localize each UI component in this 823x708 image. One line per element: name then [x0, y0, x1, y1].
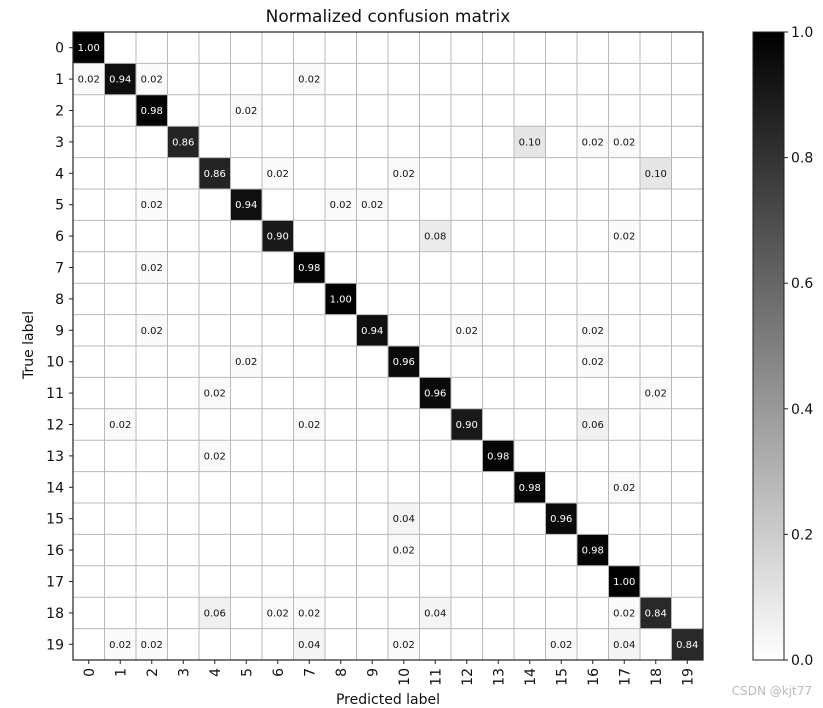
chart-title: Normalized confusion matrix [265, 7, 511, 27]
x-tick-label: 4 [207, 668, 224, 677]
colorbar-tick-label: 0.6 [791, 276, 814, 293]
cell-value-label: 0.02 [581, 357, 604, 369]
y-tick-label: 15 [46, 511, 64, 528]
cell-value-label: 0.02 [613, 608, 636, 620]
cell-value-label: 0.98 [487, 451, 510, 463]
cell-value-label: 0.02 [109, 420, 132, 431]
y-tick-label: 10 [46, 354, 64, 371]
cell-value-label: 0.02 [140, 263, 163, 274]
y-tick-label: 16 [46, 543, 64, 560]
cell-value-label: 0.06 [581, 420, 604, 431]
x-tick-label: 1 [113, 668, 130, 677]
cell-value-label: 0.98 [140, 106, 163, 117]
watermark: CSDN @kjt77 [731, 684, 812, 698]
y-tick-label: 17 [46, 574, 64, 591]
x-tick-label: 10 [396, 668, 413, 686]
colorbar-tick-label: 0.2 [791, 527, 814, 544]
x-tick-label: 7 [302, 668, 319, 677]
y-tick-label: 6 [55, 229, 64, 246]
cell-value-label: 0.96 [424, 388, 447, 400]
cell-value-label: 1.00 [613, 577, 636, 588]
x-tick-label: 13 [491, 668, 508, 686]
x-tick-label: 19 [680, 668, 697, 686]
cell-value-label: 0.98 [581, 545, 604, 557]
y-tick-label: 8 [55, 291, 64, 308]
y-tick-label: 2 [55, 103, 64, 120]
cell-value-label: 0.94 [109, 74, 132, 86]
cell-value-label: 0.02 [392, 168, 415, 180]
colorbar-tick-label: 0.8 [791, 150, 814, 167]
cell-value-label: 0.02 [140, 74, 163, 86]
y-tick-label: 4 [55, 166, 64, 183]
cell-value-label: 0.86 [203, 168, 226, 180]
y-tick-label: 13 [46, 448, 64, 465]
y-tick-label: 9 [55, 323, 64, 340]
cell-value-label: 0.98 [298, 263, 321, 274]
cell-value-label: 0.02 [392, 545, 415, 557]
cell-value-label: 0.84 [644, 608, 667, 620]
x-tick-label: 3 [176, 668, 193, 677]
y-tick-labels [46, 41, 73, 654]
y-tick-label: 3 [55, 134, 64, 151]
y-tick-label: 18 [46, 605, 64, 622]
cell-value-label: 0.08 [424, 231, 447, 243]
cell-value-label: 0.02 [644, 388, 667, 400]
cell-value-label: 0.02 [392, 639, 415, 651]
cell-value-label: 0.02 [266, 168, 289, 180]
cell-value-label: 0.02 [266, 608, 289, 620]
colorbar [753, 25, 813, 669]
cell-value-label: 0.94 [361, 325, 384, 337]
colorbar-gradient [753, 32, 784, 660]
x-tick-label: 6 [270, 668, 287, 677]
cell-value-label: 1.00 [329, 294, 352, 306]
cell-value-label: 0.02 [298, 74, 321, 86]
matrix-grid [73, 32, 703, 660]
cell-value-label: 0.02 [581, 325, 604, 337]
x-tick-label: 17 [617, 668, 634, 686]
y-tick-label: 5 [55, 197, 64, 214]
cell-value-label: 0.96 [392, 357, 415, 369]
cell-value-label: 0.02 [140, 639, 163, 651]
cell-value-label: 0.02 [140, 325, 163, 337]
colorbar-tick-label: 0.0 [791, 653, 814, 669]
cell-value-label: 0.96 [550, 514, 573, 526]
cell-value-label: 0.02 [235, 357, 258, 369]
cell-value-label: 0.02 [235, 106, 258, 117]
cell-value-label: 0.04 [392, 514, 415, 526]
x-tick-label: 5 [239, 668, 256, 677]
cell-value-label: 0.06 [203, 608, 226, 620]
cell-value-label: 0.90 [455, 420, 478, 431]
x-tick-label: 11 [428, 668, 445, 686]
cell-value-label: 0.94 [235, 200, 258, 212]
cell-value-label: 0.02 [455, 325, 478, 337]
cell-value-label: 0.02 [77, 74, 100, 86]
y-axis-label: True label [21, 310, 37, 380]
cell-value-label: 0.04 [424, 608, 447, 620]
cell-value-label: 0.10 [644, 168, 667, 180]
x-tick-label: 14 [522, 668, 539, 686]
colorbar-tick-label: 1.0 [791, 25, 814, 41]
cell-value-label: 0.02 [109, 639, 132, 651]
cell-value-label: 1.00 [77, 43, 100, 55]
cell-value-label: 0.86 [172, 137, 195, 149]
y-tick-label: 12 [46, 417, 64, 434]
x-tick-labels [82, 660, 697, 686]
cell-value-label: 0.02 [613, 231, 636, 243]
cell-value-label: 0.84 [676, 639, 699, 651]
y-tick-label: 14 [46, 480, 64, 497]
cell-value-label: 0.04 [298, 639, 321, 651]
x-tick-label: 2 [144, 668, 161, 677]
x-tick-label: 18 [648, 668, 665, 686]
x-tick-label: 12 [459, 668, 476, 686]
x-axis-label: Predicted label [335, 692, 441, 708]
y-tick-label: 0 [55, 40, 64, 57]
cell-value-label: 0.02 [140, 200, 163, 212]
cell-value-label: 0.02 [298, 420, 321, 431]
cell-value-label: 0.04 [613, 639, 636, 651]
y-tick-label: 1 [55, 72, 64, 89]
cell-value-label: 0.02 [550, 639, 573, 651]
cell-value-label: 0.02 [298, 608, 321, 620]
cell-value-label: 0.02 [203, 388, 226, 400]
x-tick-label: 8 [333, 668, 350, 677]
y-tick-label: 11 [46, 386, 64, 403]
cell-value-label: 0.02 [203, 451, 226, 463]
x-tick-label: 0 [81, 668, 98, 677]
cell-value-label: 0.02 [613, 137, 636, 149]
cell-value-label: 0.02 [613, 482, 636, 494]
cell-value-label: 0.10 [518, 137, 541, 149]
cell-value-label: 0.90 [266, 231, 289, 243]
cell-value-label: 0.02 [581, 137, 604, 149]
cell-value-label: 0.98 [518, 482, 541, 494]
cell-value-label: 0.02 [329, 200, 352, 212]
y-tick-label: 7 [55, 260, 64, 277]
x-tick-label: 16 [585, 668, 602, 686]
x-tick-label: 15 [554, 668, 571, 686]
colorbar-tick-label: 0.4 [791, 401, 814, 418]
y-tick-label: 19 [46, 637, 64, 654]
x-tick-label: 9 [365, 668, 382, 677]
cell-value-label: 0.02 [361, 200, 384, 212]
